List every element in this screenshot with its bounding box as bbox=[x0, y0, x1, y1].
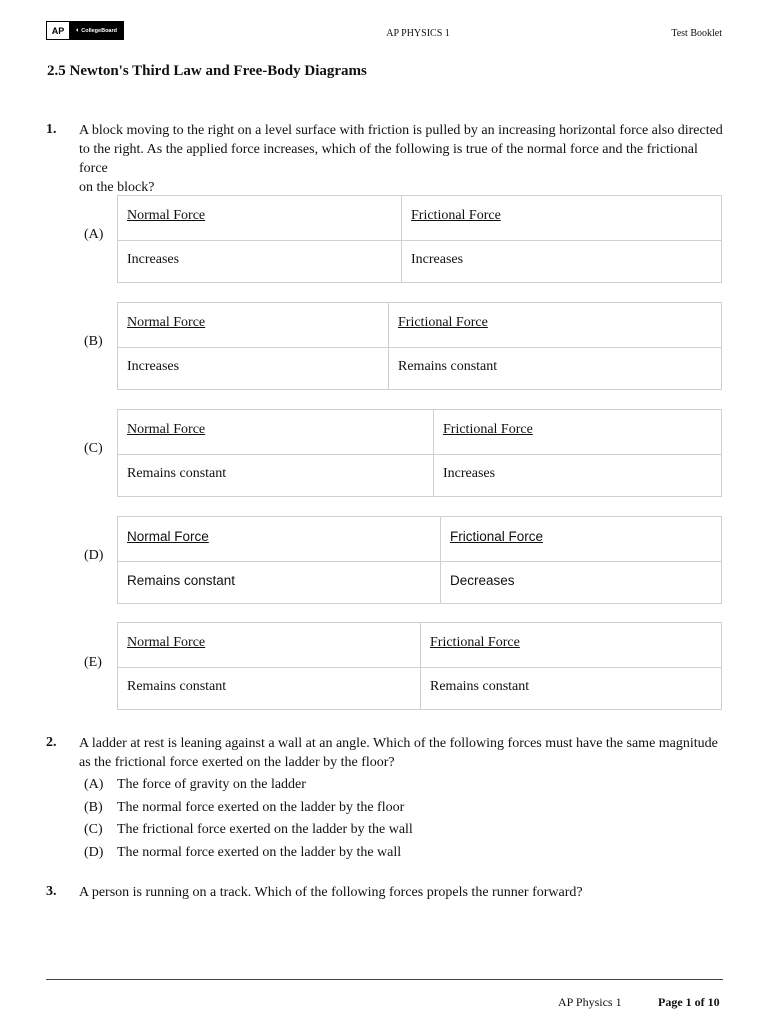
q1-option-a-letter[interactable]: (A) bbox=[84, 227, 104, 242]
col-frictional-force-header: Frictional Force bbox=[398, 315, 488, 330]
frictional-force-value: Remains constant bbox=[398, 359, 498, 374]
table-value-row bbox=[118, 454, 721, 498]
footer-page-number: Page 1 of 10 bbox=[658, 995, 720, 1009]
q1-option-d-letter[interactable]: (D) bbox=[84, 548, 104, 563]
section-title: 2.5 Newton's Third Law and Free-Body Diagrams bbox=[47, 63, 367, 79]
q1-option-b-letter[interactable]: (B) bbox=[84, 334, 103, 349]
q2-option-a-letter[interactable]: (A) bbox=[84, 777, 104, 792]
question-2-number: 2. bbox=[46, 735, 57, 750]
normal-force-value: Increases bbox=[127, 252, 180, 267]
question-1-line-2: to the right. As the applied force increases, which of the following is true of the normal force and the frictional force bbox=[79, 142, 698, 176]
question-2-line-1: A ladder at rest is leaning against a wall at an angle. Which of the following forces must have the same magnitude bbox=[79, 736, 718, 751]
table-value-row bbox=[118, 240, 721, 284]
q2-option-b-letter[interactable]: (B) bbox=[84, 800, 103, 815]
table-header-row bbox=[118, 410, 721, 455]
table-header-row bbox=[118, 196, 721, 241]
column-divider bbox=[388, 303, 389, 389]
logo-ap-mark: AP bbox=[51, 25, 65, 36]
table-header-row bbox=[118, 303, 721, 348]
footer-course: AP Physics 1 bbox=[558, 995, 622, 1009]
q2-option-c-letter[interactable]: (C) bbox=[84, 822, 103, 837]
column-divider bbox=[401, 196, 402, 282]
column-divider bbox=[440, 517, 441, 603]
q2-option-d-letter[interactable]: (D) bbox=[84, 845, 104, 860]
question-2-line-2: as the frictional force exerted on the ladder by the floor? bbox=[79, 755, 395, 770]
q2-option-d-text[interactable]: The normal force exerted on the ladder by the wall bbox=[117, 845, 402, 860]
question-3-number: 3. bbox=[46, 884, 57, 899]
q2-option-b-text[interactable]: The normal force exerted on the ladder by the floor bbox=[117, 800, 405, 815]
normal-force-value: Remains constant bbox=[127, 679, 227, 694]
table-value-row bbox=[118, 347, 721, 391]
col-normal-force-header: Normal Force bbox=[127, 422, 206, 437]
col-normal-force-header: Normal Force bbox=[127, 315, 206, 330]
col-normal-force-header: Normal Force bbox=[127, 635, 206, 650]
normal-force-value: Increases bbox=[127, 359, 180, 374]
question-3-text: A person is running on a track. Which of the following forces propels the runner forward? bbox=[79, 885, 583, 900]
table-value-row bbox=[118, 561, 721, 605]
q1-option-a-table[interactable] bbox=[117, 195, 722, 283]
col-frictional-force-header: Frictional Force bbox=[450, 529, 544, 544]
q1-option-c-table[interactable] bbox=[117, 409, 722, 497]
frictional-force-value: Increases bbox=[443, 466, 496, 481]
header-booklet-label: Test Booklet bbox=[671, 28, 722, 39]
column-divider bbox=[433, 410, 434, 496]
normal-force-value: Remains constant bbox=[127, 573, 236, 588]
q1-option-e-table[interactable] bbox=[117, 622, 722, 710]
col-normal-force-header: Normal Force bbox=[127, 529, 209, 544]
table-header-row bbox=[118, 517, 721, 562]
question-1-line-3: on the block? bbox=[79, 180, 155, 195]
q1-option-e-letter[interactable]: (E) bbox=[84, 655, 102, 670]
frictional-force-value: Decreases bbox=[450, 573, 515, 588]
q1-option-c-letter[interactable]: (C) bbox=[84, 441, 103, 456]
question-2-text bbox=[79, 734, 725, 772]
question-1-line-1: A block moving to the right on a level surface with friction is pulled by an increasing horizontal force also directed bbox=[79, 123, 723, 138]
q1-option-d-table[interactable] bbox=[117, 516, 722, 604]
question-1-text bbox=[79, 121, 725, 197]
question-1-number: 1. bbox=[46, 122, 57, 137]
acorn-icon: ◖ bbox=[75, 27, 80, 34]
normal-force-value: Remains constant bbox=[127, 466, 227, 481]
col-normal-force-header: Normal Force bbox=[127, 208, 206, 223]
logo-brand-text: CollegeBoard bbox=[81, 27, 117, 34]
footer-divider bbox=[46, 979, 723, 980]
header-course-title: AP PHYSICS 1 bbox=[386, 28, 450, 39]
q1-option-b-table[interactable] bbox=[117, 302, 722, 390]
q2-option-c-text[interactable]: The frictional force exerted on the ladder by the wall bbox=[117, 822, 413, 837]
col-frictional-force-header: Frictional Force bbox=[430, 635, 520, 650]
q2-option-a-text[interactable]: The force of gravity on the ladder bbox=[117, 777, 306, 792]
frictional-force-value: Remains constant bbox=[430, 679, 530, 694]
frictional-force-value: Increases bbox=[411, 252, 464, 267]
col-frictional-force-header: Frictional Force bbox=[443, 422, 533, 437]
col-frictional-force-header: Frictional Force bbox=[411, 208, 501, 223]
column-divider bbox=[420, 623, 421, 709]
